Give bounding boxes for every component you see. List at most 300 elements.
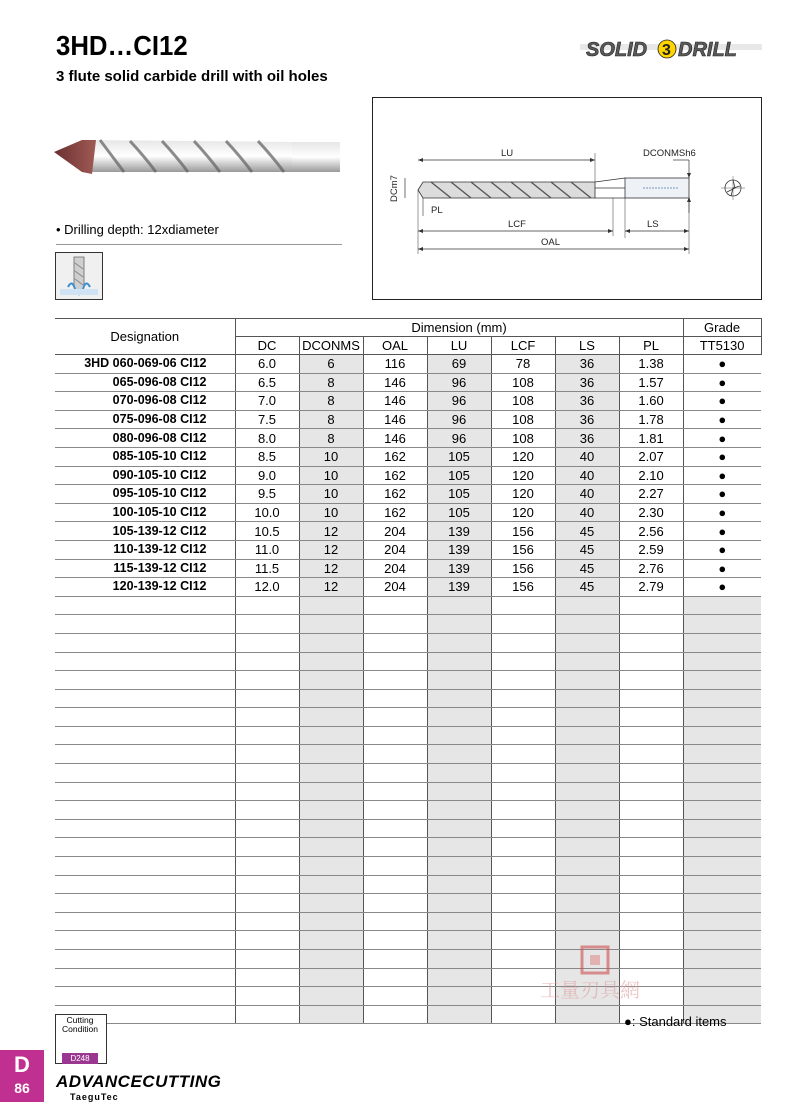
empty-cell [363, 857, 427, 876]
empty-cell [427, 745, 491, 764]
cell-lcf: 120 [491, 503, 555, 522]
cell-ls: 36 [555, 392, 619, 411]
table-body [55, 355, 761, 1024]
empty-cell [427, 875, 491, 894]
table-row [55, 522, 761, 541]
empty-cell [619, 764, 683, 783]
empty-cell [491, 652, 555, 671]
empty-cell [427, 1005, 491, 1024]
cell-grade: ● [683, 373, 761, 392]
label-dc: DCm7 [389, 175, 400, 202]
coolant-drill-icon [55, 252, 103, 300]
cell-grade: ● [683, 410, 761, 429]
table-row [55, 485, 761, 504]
cell-lcf: 156 [491, 578, 555, 597]
empty-cell [619, 912, 683, 931]
label-lcf: LCF [508, 219, 526, 230]
cell-lu: 139 [427, 522, 491, 541]
cell-lcf: 108 [491, 429, 555, 448]
empty-cell [619, 875, 683, 894]
cell-dc: 10.0 [235, 503, 299, 522]
empty-cell [363, 671, 427, 690]
cell-ls: 36 [555, 373, 619, 392]
empty-cell [55, 596, 235, 615]
empty-cell [363, 764, 427, 783]
empty-cell [55, 968, 235, 987]
empty-cell [55, 931, 235, 950]
cell-oal: 162 [363, 503, 427, 522]
empty-row [55, 857, 761, 876]
empty-cell [555, 819, 619, 838]
empty-cell [299, 652, 363, 671]
row-designation: 090-105-10 CI12 [55, 466, 235, 485]
empty-cell [491, 875, 555, 894]
empty-cell [683, 633, 761, 652]
empty-cell [427, 652, 491, 671]
empty-cell [427, 819, 491, 838]
empty-cell [299, 689, 363, 708]
empty-cell [427, 726, 491, 745]
empty-cell [235, 726, 299, 745]
empty-cell [235, 894, 299, 913]
cell-ls: 40 [555, 447, 619, 466]
empty-cell [427, 968, 491, 987]
page-subtitle: 3 flute solid carbide drill with oil holes [56, 68, 328, 85]
row-designation: 3HD 060-069-06 CI12 [55, 355, 235, 374]
empty-cell [427, 912, 491, 931]
cell-lu: 139 [427, 540, 491, 559]
cell-dc: 9.0 [235, 466, 299, 485]
cell-oal: 204 [363, 522, 427, 541]
table-row [55, 355, 761, 374]
label-ls: LS [647, 219, 659, 230]
cutting-condition-code[interactable]: D248 [62, 1053, 98, 1064]
cell-oal: 116 [363, 355, 427, 374]
empty-cell [491, 689, 555, 708]
empty-cell [363, 987, 427, 1006]
cell-grade: ● [683, 392, 761, 411]
cell-ls: 45 [555, 522, 619, 541]
empty-cell [683, 764, 761, 783]
empty-cell [683, 987, 761, 1006]
row-designation: 075-096-08 CI12 [55, 410, 235, 429]
empty-cell [427, 782, 491, 801]
cell-dconms: 10 [299, 485, 363, 504]
empty-cell [55, 857, 235, 876]
cell-oal: 146 [363, 392, 427, 411]
row-designation: 065-096-08 CI12 [55, 373, 235, 392]
empty-cell [683, 950, 761, 969]
col-header-lcf: LCF [491, 337, 555, 355]
cell-pl: 2.27 [619, 485, 683, 504]
empty-cell [299, 596, 363, 615]
empty-cell [235, 652, 299, 671]
cell-pl: 1.81 [619, 429, 683, 448]
empty-row [55, 764, 761, 783]
table-row [55, 559, 761, 578]
cell-dconms: 8 [299, 429, 363, 448]
cell-oal: 204 [363, 578, 427, 597]
row-designation: 110-139-12 CI12 [55, 540, 235, 559]
empty-row [55, 801, 761, 820]
cell-grade: ● [683, 522, 761, 541]
empty-cell [555, 894, 619, 913]
cell-ls: 36 [555, 410, 619, 429]
col-header-ls: LS [555, 337, 619, 355]
cell-lu: 96 [427, 373, 491, 392]
empty-cell [299, 745, 363, 764]
empty-cell [555, 689, 619, 708]
label-oal: OAL [541, 237, 561, 248]
cell-dconms: 8 [299, 373, 363, 392]
empty-cell [363, 745, 427, 764]
watermark [540, 945, 670, 1005]
drill-photo [52, 132, 342, 180]
row-designation: 095-105-10 CI12 [55, 485, 235, 504]
empty-cell [555, 801, 619, 820]
row-designation: 105-139-12 CI12 [55, 522, 235, 541]
empty-cell [363, 950, 427, 969]
svg-text:3: 3 [662, 42, 671, 59]
empty-cell [427, 801, 491, 820]
cell-dc: 7.5 [235, 410, 299, 429]
cell-lcf: 156 [491, 559, 555, 578]
empty-cell [491, 633, 555, 652]
cell-dc: 11.5 [235, 559, 299, 578]
empty-cell [235, 689, 299, 708]
cell-oal: 162 [363, 485, 427, 504]
empty-row [55, 615, 761, 634]
empty-cell [427, 615, 491, 634]
cell-dconms: 6 [299, 355, 363, 374]
empty-cell [619, 689, 683, 708]
cell-lu: 105 [427, 466, 491, 485]
empty-cell [363, 782, 427, 801]
page-number: 86 [14, 1080, 30, 1096]
col-header-dc: DC [235, 337, 299, 355]
cell-lcf: 120 [491, 485, 555, 504]
cell-grade: ● [683, 503, 761, 522]
empty-cell [427, 894, 491, 913]
cell-oal: 146 [363, 410, 427, 429]
empty-cell [363, 875, 427, 894]
cell-ls: 36 [555, 355, 619, 374]
empty-cell [363, 615, 427, 634]
standard-items-legend: ●: Standard items [624, 1014, 727, 1029]
empty-cell [299, 671, 363, 690]
label-pl: PL [431, 205, 443, 216]
empty-cell [491, 894, 555, 913]
empty-row [55, 689, 761, 708]
cell-ls: 45 [555, 559, 619, 578]
col-header-dconms: DCONMS [299, 337, 363, 355]
empty-cell [683, 912, 761, 931]
cell-lu: 96 [427, 410, 491, 429]
cell-lcf: 156 [491, 522, 555, 541]
cell-lcf: 120 [491, 447, 555, 466]
empty-cell [299, 819, 363, 838]
empty-cell [683, 671, 761, 690]
grade-header: Grade [683, 319, 761, 337]
cell-lcf: 108 [491, 373, 555, 392]
solid3drill-logo [580, 34, 762, 64]
cell-oal: 204 [363, 559, 427, 578]
cell-ls: 40 [555, 466, 619, 485]
empty-cell [299, 782, 363, 801]
empty-cell [683, 819, 761, 838]
col-header-grade: TT5130 [683, 337, 761, 355]
empty-cell [491, 1005, 555, 1024]
empty-cell [299, 838, 363, 857]
empty-cell [235, 782, 299, 801]
cell-pl: 1.78 [619, 410, 683, 429]
empty-cell [235, 764, 299, 783]
cell-ls: 36 [555, 429, 619, 448]
empty-cell [299, 801, 363, 820]
empty-cell [299, 950, 363, 969]
cell-lu: 105 [427, 447, 491, 466]
cell-pl: 2.10 [619, 466, 683, 485]
cell-pl: 2.79 [619, 578, 683, 597]
empty-cell [555, 671, 619, 690]
empty-cell [555, 708, 619, 727]
empty-cell [55, 950, 235, 969]
col-header-oal: OAL [363, 337, 427, 355]
svg-text:工量刃具網: 工量刃具網 [540, 978, 640, 1002]
empty-cell [427, 838, 491, 857]
empty-cell [491, 726, 555, 745]
empty-cell [427, 857, 491, 876]
empty-cell [299, 931, 363, 950]
empty-cell [683, 615, 761, 634]
empty-cell [363, 968, 427, 987]
empty-cell [235, 838, 299, 857]
empty-cell [491, 801, 555, 820]
cell-lcf: 156 [491, 540, 555, 559]
dimension-header: Dimension (mm) [235, 319, 683, 337]
empty-cell [555, 782, 619, 801]
empty-cell [683, 875, 761, 894]
empty-cell [427, 596, 491, 615]
empty-cell [299, 968, 363, 987]
cell-ls: 45 [555, 540, 619, 559]
empty-cell [363, 912, 427, 931]
empty-cell [235, 819, 299, 838]
empty-cell [55, 708, 235, 727]
empty-cell [427, 931, 491, 950]
empty-cell [619, 894, 683, 913]
col-header-pl: PL [619, 337, 683, 355]
empty-cell [235, 745, 299, 764]
cell-dc: 11.0 [235, 540, 299, 559]
empty-cell [235, 708, 299, 727]
cell-dconms: 8 [299, 410, 363, 429]
empty-cell [235, 912, 299, 931]
cell-dconms: 10 [299, 503, 363, 522]
empty-cell [235, 987, 299, 1006]
empty-cell [55, 894, 235, 913]
empty-cell [619, 819, 683, 838]
label-lu: LU [501, 148, 514, 159]
row-designation: 100-105-10 CI12 [55, 503, 235, 522]
empty-cell [555, 652, 619, 671]
cell-dconms: 12 [299, 578, 363, 597]
empty-cell [299, 708, 363, 727]
empty-cell [55, 652, 235, 671]
empty-cell [555, 838, 619, 857]
cell-dconms: 10 [299, 447, 363, 466]
cell-pl: 1.60 [619, 392, 683, 411]
cell-grade: ● [683, 559, 761, 578]
empty-cell [619, 596, 683, 615]
empty-cell [491, 819, 555, 838]
cell-dc: 8.0 [235, 429, 299, 448]
cell-pl: 1.57 [619, 373, 683, 392]
cell-lcf: 108 [491, 410, 555, 429]
cell-grade: ● [683, 578, 761, 597]
empty-cell [427, 950, 491, 969]
empty-cell [683, 838, 761, 857]
section-tab [0, 1050, 44, 1102]
cell-dc: 7.0 [235, 392, 299, 411]
empty-cell [299, 764, 363, 783]
cell-grade: ● [683, 429, 761, 448]
cell-ls: 45 [555, 578, 619, 597]
cell-dc: 8.5 [235, 447, 299, 466]
section-letter: D [14, 1052, 30, 1077]
empty-cell [683, 894, 761, 913]
table-row [55, 578, 761, 597]
row-designation: 080-096-08 CI12 [55, 429, 235, 448]
empty-cell [363, 819, 427, 838]
empty-cell [683, 857, 761, 876]
cutting-condition-label: Cutting Condition [62, 1015, 98, 1034]
empty-cell [363, 726, 427, 745]
empty-cell [555, 615, 619, 634]
cell-pl: 2.30 [619, 503, 683, 522]
empty-cell [299, 987, 363, 1006]
empty-cell [491, 671, 555, 690]
empty-cell [683, 968, 761, 987]
empty-cell [55, 726, 235, 745]
cell-pl: 2.56 [619, 522, 683, 541]
empty-cell [555, 1005, 619, 1024]
empty-row [55, 838, 761, 857]
empty-cell [363, 633, 427, 652]
cell-dconms: 12 [299, 540, 363, 559]
empty-row [55, 912, 761, 931]
cell-pl: 2.76 [619, 559, 683, 578]
empty-cell [491, 857, 555, 876]
cell-lu: 96 [427, 429, 491, 448]
empty-row [55, 745, 761, 764]
empty-cell [683, 782, 761, 801]
empty-cell [619, 801, 683, 820]
empty-row [55, 671, 761, 690]
cell-lu: 139 [427, 578, 491, 597]
empty-cell [427, 633, 491, 652]
empty-cell [491, 912, 555, 931]
empty-cell [683, 596, 761, 615]
empty-cell [235, 968, 299, 987]
empty-cell [555, 596, 619, 615]
empty-cell [299, 615, 363, 634]
cell-lcf: 120 [491, 466, 555, 485]
empty-cell [299, 1005, 363, 1024]
empty-row [55, 819, 761, 838]
empty-cell [55, 764, 235, 783]
empty-cell [235, 596, 299, 615]
empty-cell [55, 782, 235, 801]
divider [56, 244, 342, 245]
drilling-depth-note: • Drilling depth: 12xdiameter [56, 222, 219, 237]
empty-cell [55, 801, 235, 820]
empty-cell [363, 931, 427, 950]
cell-lu: 105 [427, 485, 491, 504]
empty-cell [299, 633, 363, 652]
empty-cell [619, 726, 683, 745]
empty-cell [363, 596, 427, 615]
empty-cell [55, 987, 235, 1006]
cell-oal: 162 [363, 466, 427, 485]
cell-pl: 1.38 [619, 355, 683, 374]
cell-grade: ● [683, 355, 761, 374]
empty-cell [555, 633, 619, 652]
empty-cell [363, 801, 427, 820]
empty-cell [55, 689, 235, 708]
empty-cell [235, 615, 299, 634]
empty-cell [619, 745, 683, 764]
empty-cell [55, 745, 235, 764]
empty-cell [683, 745, 761, 764]
cell-oal: 146 [363, 373, 427, 392]
cell-grade: ● [683, 485, 761, 504]
svg-text:SOLID: SOLID [586, 39, 648, 61]
svg-text:DRILL: DRILL [678, 39, 737, 61]
row-designation: 120-139-12 CI12 [55, 578, 235, 597]
empty-cell [491, 838, 555, 857]
empty-cell [235, 875, 299, 894]
empty-cell [363, 894, 427, 913]
empty-cell [55, 875, 235, 894]
cell-lu: 69 [427, 355, 491, 374]
cell-grade: ● [683, 447, 761, 466]
table-row [55, 447, 761, 466]
empty-cell [555, 875, 619, 894]
empty-cell [619, 857, 683, 876]
dimension-diagram [372, 97, 762, 300]
cell-dconms: 8 [299, 392, 363, 411]
empty-cell [363, 1005, 427, 1024]
cell-oal: 146 [363, 429, 427, 448]
empty-cell [683, 652, 761, 671]
label-dconms: DCONMSh6 [643, 148, 696, 159]
cell-ls: 40 [555, 485, 619, 504]
page-title: 3HD…CI12 [56, 30, 188, 61]
empty-cell [619, 708, 683, 727]
cell-dc: 9.5 [235, 485, 299, 504]
empty-cell [427, 689, 491, 708]
empty-cell [683, 689, 761, 708]
empty-cell [555, 726, 619, 745]
empty-row [55, 875, 761, 894]
empty-row [55, 726, 761, 745]
empty-cell [619, 633, 683, 652]
empty-cell [555, 764, 619, 783]
cell-lu: 105 [427, 503, 491, 522]
cell-dconms: 10 [299, 466, 363, 485]
empty-cell [619, 652, 683, 671]
